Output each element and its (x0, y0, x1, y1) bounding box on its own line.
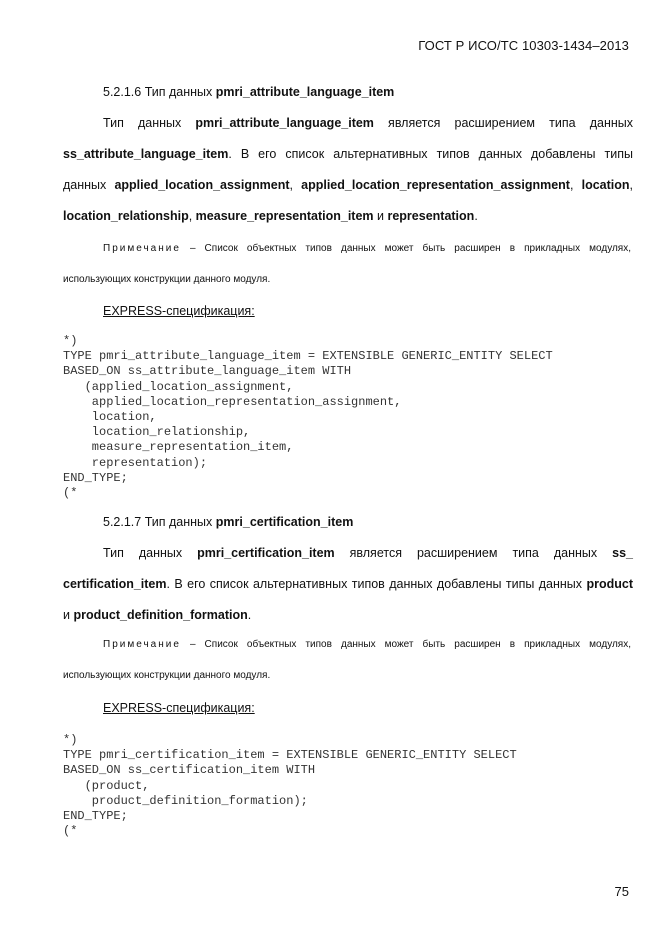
bold-term: applied_location_assignment (114, 178, 290, 192)
para-text: и (63, 608, 74, 622)
bold-term: ss_attribute_language_item (63, 147, 229, 161)
bold-term: measure_representation_item (195, 209, 374, 223)
bold-term: representation (387, 209, 475, 223)
section-paragraph-5-2-1-7 (63, 538, 633, 631)
section-heading-5-2-1-6 (103, 85, 394, 99)
para-text: и (373, 209, 388, 223)
bold-term: applied_location_representation_assignment (301, 178, 570, 192)
heading-prefix: 5.2.1.7 Тип данных (103, 515, 216, 529)
express-code-block: *) TYPE pmri_certification_item = EXTENSIBLE GENERIC_ENTITY SELECT BASED_ON ss_certification_item WITH (product, product_definition_formation); END_TYPE; (* (63, 733, 517, 839)
section-paragraph-5-2-1-6 (63, 108, 633, 232)
note-text: – Список объектных типов данных может быть расширен в прикладных модулях, использующих конструкции данного модуля. (63, 243, 631, 285)
document-header: ГОСТ Р ИСО/ТС 10303-1434–2013 (418, 38, 629, 53)
bold-term: ss_ certification_item (63, 546, 633, 591)
express-code-block: *) TYPE pmri_attribute_language_item = EXTENSIBLE GENERIC_ENTITY SELECT BASED_ON ss_attribute_language_item WITH (applied_location_assignment, applied_location_representation_assignment, location, location_relationship, measure_representation_item, representation); END_TYPE; (* (63, 334, 553, 501)
bold-term: pmri_certification_item (197, 546, 335, 560)
page-number: 75 (614, 884, 629, 899)
heading-type-name: pmri_attribute_language_item (215, 85, 395, 99)
para-text: . (474, 209, 478, 223)
bold-term: location_relationship (63, 209, 189, 223)
express-spec-label: EXPRESS-спецификация: (103, 701, 255, 715)
bold-term: product (586, 577, 633, 591)
para-text: Тип данных (103, 116, 196, 130)
bold-term: pmri_attribute_language_item (195, 116, 374, 130)
para-text: . (247, 608, 252, 622)
para-text: , (188, 209, 196, 223)
para-text: . В его список альтернативных типов данных добавлены типы данных (63, 147, 633, 192)
para-text: . В его список альтернативных типов данных добавлены типы данных (166, 577, 587, 591)
para-text: , (289, 178, 302, 192)
bold-term: product_definition_formation (73, 608, 248, 622)
note-5-2-1-6 (63, 233, 631, 295)
para-text: , (629, 178, 634, 192)
note-label: Примечание (103, 639, 181, 650)
express-spec-label: EXPRESS-спецификация: (103, 304, 255, 318)
note-5-2-1-7 (63, 629, 631, 691)
bold-term: location (581, 178, 630, 192)
para-text: является расширением типа данных (334, 546, 613, 560)
section-heading-5-2-1-7 (103, 515, 353, 529)
para-text: , (569, 178, 582, 192)
para-text: Тип данных (103, 546, 198, 560)
note-label: Примечание (103, 243, 181, 254)
heading-type-name: pmri_certification_item (215, 515, 354, 529)
heading-prefix: 5.2.1.6 Тип данных (103, 85, 216, 99)
para-text: является расширением типа данных (373, 116, 633, 130)
note-text: – Список объектных типов данных может быть расширен в прикладных модулях, использующих конструкции данного модуля. (63, 639, 631, 681)
